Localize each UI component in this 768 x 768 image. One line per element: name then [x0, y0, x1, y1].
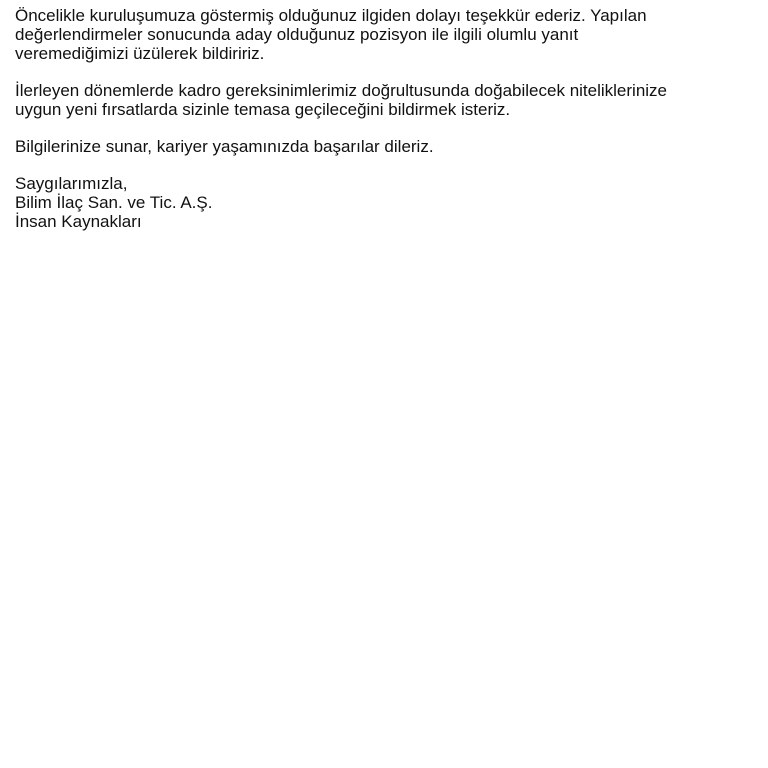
company-name: Bilim İlaç San. ve Tic. A.Ş. — [15, 193, 213, 212]
closing-salutation: Saygılarımızla, — [15, 174, 128, 193]
paragraph-line: uygun yeni fırsatlarda sizinle temasa geçileceğini bildirmek isteriz. — [15, 100, 511, 119]
paragraph-line: veremediğimizi üzülerek bildiririz. — [15, 44, 265, 63]
letter-body — [15, 6, 760, 231]
department-name: İnsan Kaynakları — [15, 212, 142, 231]
paragraph-thanks — [15, 6, 760, 63]
paragraph-line: değerlendirmeler sonucunda aday olduğunuz pozisyon ile ilgili olumlu yanıt — [15, 25, 579, 44]
paragraph-line: Öncelikle kuruluşumuza göstermiş olduğunuz ilgiden dolayı teşekkür ederiz. Yapılan — [15, 6, 647, 25]
paragraph-future-opportunities — [15, 81, 760, 119]
paragraph-line: Bilgilerinize sunar, kariyer yaşamınızda başarılar dileriz. — [15, 137, 434, 156]
paragraph-line: İlerleyen dönemlerde kadro gereksinimlerimiz doğrultusunda doğabilecek niteliklerinize — [15, 81, 668, 100]
signature-block — [15, 174, 760, 231]
paragraph-wishes — [15, 137, 760, 156]
